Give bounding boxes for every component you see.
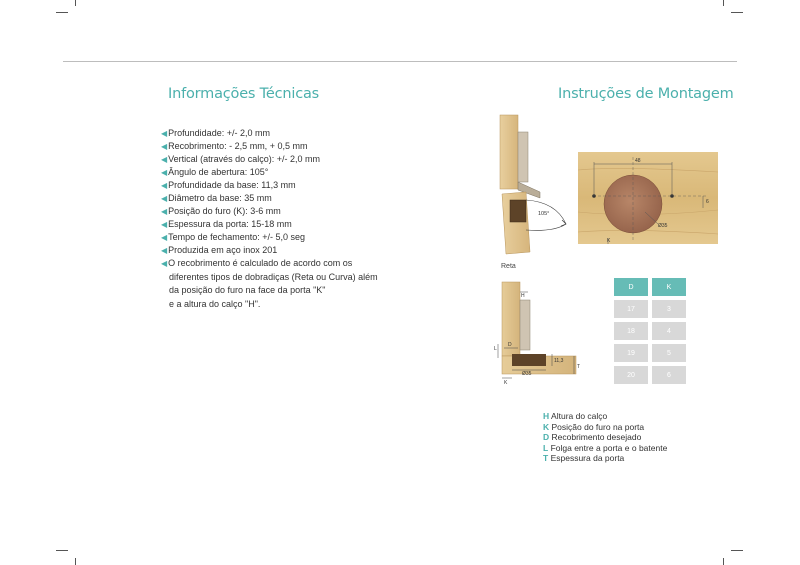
opening-angle-label: 105°: [538, 211, 550, 217]
bullet-arrow-icon: ◀: [161, 220, 168, 229]
mounting-section-diagram: [492, 280, 588, 388]
bullet-arrow-icon: ◀: [161, 246, 168, 255]
width-label: 48: [635, 158, 641, 164]
spec-text: Produzida em aço inox 201: [168, 245, 278, 255]
bullet-arrow-icon: ◀: [161, 194, 168, 203]
table-row: [614, 322, 686, 340]
legend-text: Espessura da porta: [550, 453, 625, 463]
crop-mark: [731, 550, 743, 551]
technical-info-title: Informações Técnicas: [168, 86, 320, 102]
legend-letter: T: [543, 453, 549, 463]
legend-text: Recobrimento desejado: [551, 432, 642, 442]
table-cell: 20: [614, 366, 648, 384]
spec-text: Posição do furo (K): 3-6 mm: [168, 206, 281, 216]
legend-item: [543, 432, 667, 443]
spec-text: Diâmetro da base: 35 mm: [168, 193, 272, 203]
legend-letter: K: [543, 421, 550, 432]
crop-mark: [75, 0, 76, 6]
bullet-arrow-icon: ◀: [161, 129, 168, 138]
table-row: [614, 300, 686, 318]
spec-item: [161, 244, 391, 257]
k-bottom-label: K: [504, 380, 508, 386]
base-diameter-label: Ø35: [522, 371, 532, 377]
legend-item: [543, 453, 667, 464]
overlay-note: [161, 257, 401, 311]
legend-text: Folga entre a porta e o batente: [550, 442, 668, 453]
legend-letter: D: [543, 432, 550, 442]
diameter-label: Ø35: [658, 223, 668, 229]
bullet-arrow-icon: ◀: [161, 259, 168, 268]
table-cell: 4: [652, 322, 686, 340]
bullet-arrow-icon: ◀: [161, 207, 168, 216]
hinge-opening-diagram: [496, 112, 578, 262]
table-header: K: [652, 278, 686, 296]
crop-mark: [56, 12, 68, 13]
table-row: [614, 366, 686, 384]
crop-mark: [75, 558, 76, 565]
spec-text: Vertical (através do calço): +/- 2,0 mm: [168, 154, 320, 164]
d-k-table: [610, 274, 690, 388]
bullet-arrow-icon: ◀: [161, 155, 168, 164]
table-cell: 19: [614, 344, 648, 362]
depth-label: 11,3: [554, 358, 564, 364]
table-cell: 17: [614, 300, 648, 318]
spec-text: Recobrimento: - 2,5 mm, + 0,5 mm: [168, 141, 308, 151]
spec-text: Profundidade da base: 11,3 mm: [168, 180, 296, 190]
legend-letter: H: [543, 411, 550, 421]
assembly-instructions-title: Instruções de Montagem: [558, 86, 734, 102]
spec-text: Espessura da porta: 15-18 mm: [168, 219, 292, 229]
crop-mark: [56, 550, 68, 551]
legend-item: [543, 422, 667, 433]
legend-letter: L: [543, 442, 549, 453]
spec-text: Ângulo de abertura: 105°: [168, 167, 269, 177]
legend-text: Altura do calço: [551, 411, 608, 421]
top-divider: [63, 61, 737, 62]
table-header-row: [614, 278, 686, 296]
spec-item: [161, 153, 391, 166]
table-cell: 5: [652, 344, 686, 362]
note-line: e a altura do calço "H".: [169, 298, 261, 309]
spec-item: [161, 127, 391, 140]
spec-text: Profundidade: +/- 2,0 mm: [168, 128, 270, 138]
legend-text: Posição do furo na porta: [551, 421, 645, 432]
spec-item: [161, 192, 391, 205]
spec-item: [161, 179, 391, 192]
d-label: D: [508, 342, 512, 348]
table-header: D: [614, 278, 648, 296]
h-label: H: [521, 293, 525, 299]
legend-item: [543, 443, 667, 454]
crop-mark: [731, 12, 743, 13]
dimension-legend: [543, 411, 667, 464]
note-text: O recobrimento é calculado de acordo com os: [168, 258, 353, 268]
spec-list: [161, 127, 391, 257]
spec-item: [161, 140, 391, 153]
k-label: K: [607, 238, 611, 244]
note-line: [161, 257, 401, 271]
note-line: diferentes tipos de dobradiças (Reta ou Curva) além: [169, 271, 378, 282]
bullet-arrow-icon: ◀: [161, 168, 168, 177]
edge-offset-label: 6: [706, 199, 709, 205]
spec-text: Tempo de fechamento: +/- 5,0 seg: [168, 232, 305, 242]
spec-item: [161, 231, 391, 244]
table-cell: 6: [652, 366, 686, 384]
crop-mark: [723, 558, 724, 565]
note-line: da posição do furo na face da porta "K": [169, 285, 326, 295]
bullet-arrow-icon: ◀: [161, 233, 168, 242]
straight-hinge-label: Reta: [501, 263, 516, 270]
table-cell: 3: [652, 300, 686, 318]
legend-item: [543, 411, 667, 422]
spec-item: [161, 166, 391, 179]
cup-hole-diagram: [578, 152, 718, 246]
table-row: [614, 344, 686, 362]
crop-mark: [723, 0, 724, 6]
table-cell: 18: [614, 322, 648, 340]
t-label: T: [577, 364, 581, 370]
spec-item: [161, 218, 391, 231]
bullet-arrow-icon: ◀: [161, 142, 168, 151]
bullet-arrow-icon: ◀: [161, 181, 168, 190]
spec-item: [161, 205, 391, 218]
l-label: L: [494, 346, 497, 352]
